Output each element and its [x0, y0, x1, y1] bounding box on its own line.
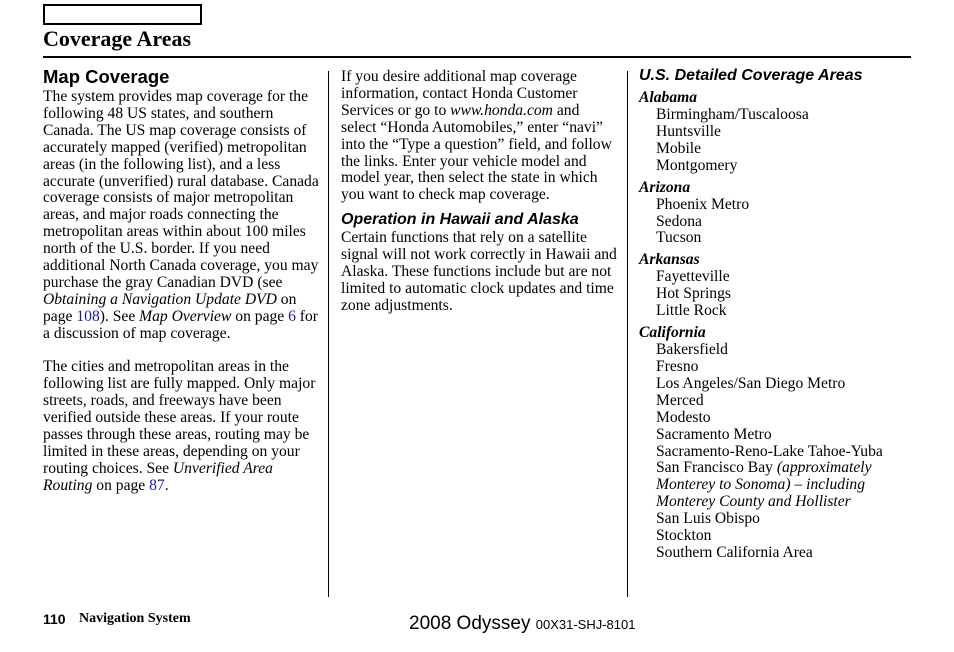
text-run: If you desire additional map coverage information, contact Honda Customer Services or go to [341, 68, 578, 119]
list-item: Stockton [656, 527, 712, 545]
list-item: Huntsville [656, 122, 721, 140]
city-list-alabama [639, 107, 914, 175]
honda-url: www.honda.com [450, 101, 553, 119]
list-item: Fresno [656, 357, 699, 375]
list-item: Southern California Area [656, 543, 813, 561]
part-code: 00X31-SHJ-8101 [535, 617, 636, 632]
paragraph-fully-mapped [43, 359, 323, 494]
state-california: California [639, 324, 706, 342]
list-item: Mobile [656, 139, 702, 157]
list-item: Sedona [656, 212, 702, 230]
title-divider [43, 56, 911, 58]
section-heading-map-coverage: Map Coverage [43, 66, 170, 87]
list-item [656, 460, 914, 511]
column-detailed-areas [639, 66, 914, 566]
paragraph-coverage-intro [43, 89, 323, 343]
text-run: ). See [99, 307, 140, 325]
list-item: Little Rock [656, 302, 727, 320]
column-divider-1 [328, 71, 329, 597]
page-title: Coverage Areas [43, 26, 192, 51]
paragraph-hawaii-alaska: Certain functions that rely on a satellite signal will not work correctly in Hawaii and Alaska. These functions include but are not limited to automatic clock updates and time zone adjustments. [341, 229, 617, 314]
text-run: . [164, 476, 169, 494]
list-item: Birmingham/Tuscaloosa [656, 106, 809, 123]
model-name: 2008 Odyssey [409, 613, 536, 634]
list-item: Tucson [656, 229, 702, 247]
list-item: Merced [656, 391, 704, 409]
link-page-87[interactable]: 87 [149, 476, 165, 494]
section-heading-hawaii-alaska: Operation in Hawaii and Alaska [341, 211, 579, 229]
list-item: Sacramento Metro [656, 425, 772, 443]
city-list-arkansas [639, 269, 914, 320]
city-list-arizona [639, 197, 914, 248]
text-run: The cities and metropolitan areas in the following list are fully mapped. Only major streets, roads, and freeways have been verified outside these areas. If your route passes through these areas, routing may be limited in these areas, depending on your routing choices. See [43, 358, 316, 477]
column-divider-2 [627, 71, 628, 597]
text-run: The system provides map coverage for the following 48 US states, and southern Canada. The US map coverage consists of accurately mapped (verified) metropolitan areas (in the following list), and a less accurate (unverified) rural database. Canada coverage consists of major metropolitan areas, and major roads connecting the metropolitan areas within about 100 miles north of the U.S. border. If you need additional North Canada coverage, you may purchase the gray Canadian DVD (see [43, 88, 319, 291]
column-additional-info [341, 69, 617, 315]
text-run: and select “Honda Automobiles,” enter “navi” into the “Type a question” field, and follow the links. Enter your vehicle model and model year, then select the state in which you want to check map coverage. [341, 101, 612, 204]
link-page-108[interactable]: 108 [76, 307, 100, 325]
list-item: Los Angeles/San Diego Metro [656, 374, 846, 392]
state-arkansas: Arkansas [639, 251, 700, 269]
text-run: on page [92, 476, 150, 494]
column-map-coverage [43, 66, 323, 495]
ref-unverified-routing: Unverified Area Routing [43, 459, 273, 494]
state-alabama: Alabama [639, 89, 698, 106]
ref-update-dvd: Obtaining a Navigation Update DVD [43, 290, 277, 308]
text-run: San Francisco Bay [656, 459, 777, 477]
city-list-california [639, 342, 914, 562]
sf-coverage-note: (approximately Monterey to Sonoma) – including Monterey County and Hollister [656, 459, 872, 511]
list-item: Modesto [656, 408, 711, 426]
ref-map-overview: Map Overview [139, 307, 232, 325]
text-run: on page [43, 290, 297, 325]
footer-label: Navigation System [79, 611, 191, 626]
header-tab-box [43, 4, 202, 25]
footer-model [409, 613, 635, 636]
paragraph-additional-coverage [341, 69, 617, 204]
section-heading-detailed-areas: U.S. Detailed Coverage Areas [639, 67, 863, 84]
list-item: Bakersfield [656, 341, 728, 359]
list-item: Sacramento-Reno-Lake Tahoe-Yuba [656, 442, 883, 460]
list-item: Montgomery [656, 156, 738, 174]
text-run: on page [231, 307, 289, 325]
state-arizona: Arizona [639, 178, 691, 196]
list-item: Phoenix Metro [656, 195, 750, 213]
list-item: Fayetteville [656, 268, 730, 286]
list-item: San Luis Obispo [656, 510, 760, 528]
link-page-6[interactable]: 6 [288, 307, 296, 325]
text-run: for a discussion of map coverage. [43, 307, 318, 342]
page-number: 110 [43, 611, 66, 627]
list-item: Hot Springs [656, 285, 731, 303]
